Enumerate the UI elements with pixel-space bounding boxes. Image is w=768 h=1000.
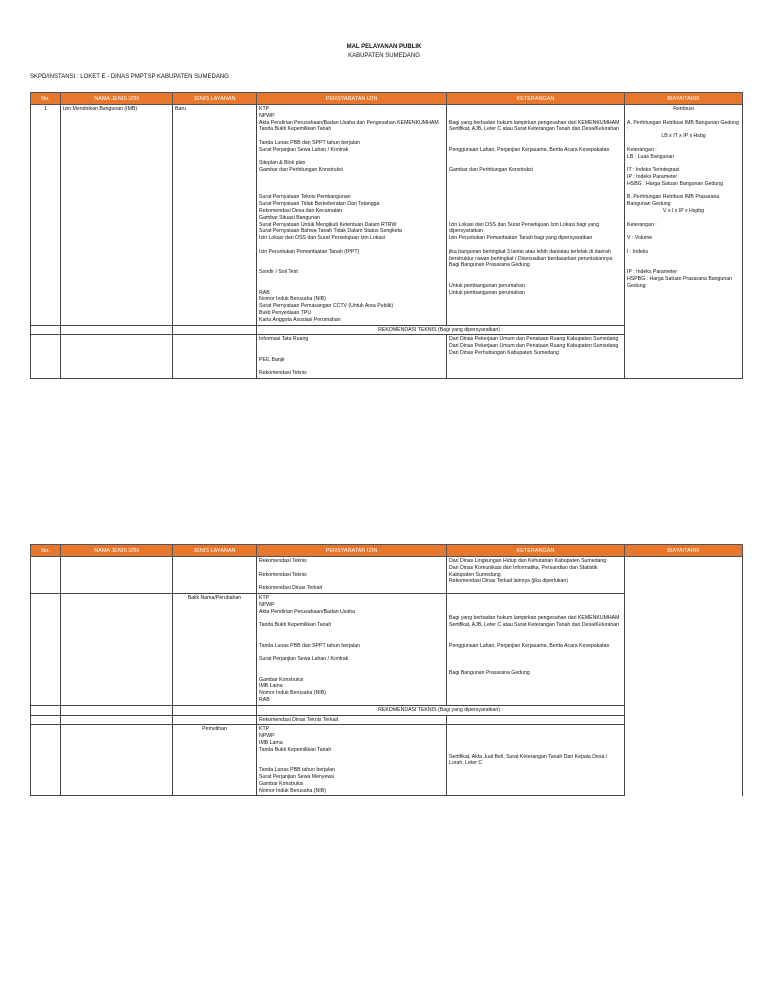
persyaratan-item: Tanda Bukti Kepemilikan Tanah (259, 126, 332, 133)
keterangan-item: Penggunaan Lahan, Perjanjian Kerjasama, Berita Acara Kesepakatan (449, 642, 610, 649)
col-keterangan: KETERANGAN (447, 93, 625, 105)
biaya-item: IP : Indeks Parameter (627, 173, 678, 180)
col-persyaratan-izin: PERSYARATAN IZIN (257, 545, 447, 557)
rekomendasi-keterangan: Dari Dinas Perhubungan Kabupaten Sumedang (449, 349, 559, 356)
persyaratan-item: Bukti Penyediaan TPU (259, 309, 312, 316)
keterangan-item: Bagi yang berbadan hukum lampirkan pengesahan dari KEMENKUMHAM (449, 119, 620, 126)
table-header-row (31, 545, 743, 557)
biaya-item: IT : Indeks Terintegrasi (627, 167, 680, 174)
keterangan-item: Untuk pembangunan perumahan (449, 282, 525, 289)
persyaratan-item: Akta Pendirian Perusahaan/Badan Usaha dan Pengesahan KEMENKUMHAM (259, 119, 439, 126)
rekomendasi-item: Rekomendasi Teknis (259, 370, 307, 377)
table-header-row (31, 93, 743, 105)
persyaratan-cell (257, 105, 447, 326)
biaya-item: LB : Luas Bangunan (627, 153, 675, 160)
col-biaya-tarif: BIAYA/TARIF (625, 93, 743, 105)
persyaratan-item: RAB (259, 289, 270, 296)
biaya-item: V : Volume (627, 235, 653, 242)
keterangan-item: Bagi yang berbadan hukum lampirkan pengesahan dari KEMENKUMHAM (449, 615, 620, 622)
col-no: No. (31, 545, 61, 557)
persyaratan-item: Tanda Lunas PBB dan SPPT tahun berjalan (259, 139, 360, 146)
persyaratan-item: Surat Perjanjian Sewa Menyewa (259, 773, 334, 780)
persyaratan-item: KTP (259, 594, 270, 601)
col-persyaratan-izin: PERSYARATAN IZIN (257, 93, 447, 105)
keterangan-item: Gambar dan Perhitungan Konstruksi (449, 167, 533, 174)
keterangan-item: Rekomendasi Dinas Terkait lainnya (jika diperlukan) (449, 578, 568, 585)
rekomendasi-keterangan: Dari Dinas Pekerjaan Umum dan Penataan Ruang Kabupaten Sumedang (449, 343, 619, 350)
table-imb-baru (30, 92, 743, 379)
persyaratan-item: NPWP (259, 733, 275, 740)
biaya-cell (625, 105, 743, 335)
persyaratan-item: Sondir / Soil Test (259, 269, 298, 276)
rekomendasi-keterangan-cell (447, 335, 625, 379)
persyaratan-item: Tanda Lunas PBB dan SPPT tahun berjalan (259, 642, 360, 649)
row-jenis-layanan: Balik Nama/Perubahan (173, 593, 257, 705)
keterangan-item: Bagi Bangunan Prasarana Gedung (449, 262, 530, 269)
keterangan-item: Sertifikat, AJB, Leter C atau Surat Keterangan Tanah dari Desa/Kelurahan (449, 622, 620, 629)
persyaratan-item: Kartu Anggota Asosiasi Perumahan (259, 316, 341, 323)
page-title: MAL PELAYANAN PUBLIK (346, 44, 422, 50)
row-nama-izin: Izin Mendirikan Bangunan (IMB) (61, 105, 173, 326)
rekomendasi-item: Rekomendasi Dinas Teknis Terkait (259, 716, 339, 723)
persyaratan-item: KTP (259, 726, 270, 733)
biaya-item: Keterangan : (627, 146, 657, 153)
biaya-item: LB x IT x IP x Hsbg (661, 133, 706, 140)
table-row (31, 335, 743, 379)
persyaratan-cell (257, 557, 447, 594)
persyaratan-item: Surat Pernyataan Tidak Berkeberatan Dari Tetangga (259, 201, 380, 208)
persyaratan-item: Izin Peruntukan Pemanfaatan Tanah (IPPT) (259, 248, 360, 255)
keterangan-cell (447, 593, 625, 705)
persyaratan-cell (257, 593, 447, 705)
persyaratan-item: Tanda Bukti Kepemilikan Tanah (259, 622, 332, 629)
page-subtitle: KABUPATEN SUMEDANG (348, 53, 420, 59)
persyaratan-item: Surat Perjanjian Sewa Lahan / Kontrak (259, 146, 349, 153)
row-jenis-layanan: Pemutihan (173, 725, 257, 796)
biaya-item: IP : Indeks Parameter (627, 269, 678, 276)
persyaratan-item: NPWP (259, 112, 275, 119)
persyaratan-item: KTP (259, 106, 270, 112)
skpd-label: SKPD/INSTANSI : LOKET E - DINAS PMPTSP KABUPATEN SUMEDANG (30, 74, 229, 80)
persyaratan-item: IMB Lama (259, 739, 283, 746)
persyaratan-item: Gambar dan Perhitungan Konstruksi (259, 167, 343, 174)
keterangan-item: Dari Dinas Komunikasi dan Informatika, Persandian dan Statistik Kabupaten Sumedang (449, 564, 598, 578)
rekomendasi-cell (257, 715, 447, 725)
col-no: No. (31, 93, 61, 105)
persyaratan-item: Rekomendasi Teknis (259, 558, 307, 564)
rekomendasi-header: REKOMENDASI TEKNIS (Bagi yang dipersyaratkan) : (257, 325, 625, 335)
keterangan-item: Untuk pembangunan perumahan (449, 289, 525, 296)
persyaratan-item: Tanda Bukti Kepemilikan Tanah (259, 746, 332, 753)
persyaratan-item: Nomor Induk Berusaha (NIB) (259, 787, 326, 794)
table-row (31, 105, 743, 326)
row-jenis-layanan: Baru (173, 105, 257, 326)
keterangan-cell (447, 725, 625, 796)
persyaratan-item: Gambar Situasi Bangunan (259, 214, 320, 221)
keterangan-item: Dari Dinas Lingkungan Hidup dan Kehutanan Kabupaten Sumedang (449, 558, 607, 564)
persyaratan-item: Rekomendasi Dinas Terkait (259, 585, 323, 592)
biaya-item: Keterangan : (627, 221, 657, 228)
biaya-item: V x I x IP x Hspbg (662, 207, 705, 214)
rekomendasi-item: Informasi Tata Ruang (259, 336, 309, 343)
rekomendasi-item: PEIL Banjir (259, 356, 285, 363)
col-biaya-tarif: BIAYA/TARIF (625, 545, 743, 557)
keterangan-item: Penggunaan Lahan, Perjanjian Kerjasama, Berita Acara Kesepakatan (449, 146, 610, 153)
biaya-item: Retribusi (673, 106, 694, 112)
col-jenis-layanan: JENIS LAYANAN (173, 545, 257, 557)
persyaratan-item: Surat Pernyataan Bahwa Tanah Tidak Dalam Status Sengketa (259, 228, 402, 235)
persyaratan-item: Nomor Induk Berusaha (NIB) (259, 296, 326, 303)
persyaratan-item: Surat Perjanjian Sewa Lahan / Kontrak (259, 656, 349, 663)
keterangan-item: Sertifikat, AJB, Leter C atau Surat Keterangan Tanah dari Desa/Kelurahan (449, 126, 620, 133)
persyaratan-item: Surat Pernyataan Teknis Pembangunan (259, 194, 351, 201)
persyaratan-item: RAB (259, 696, 270, 703)
persyaratan-item: Surat Pernyataan Untuk Mengikuti Ketentuan Dalam RTRW (259, 221, 397, 228)
rekomendasi-keterangan: Dari Dinas Pekerjaan Umum dan Penataan Ruang Kabupaten Sumedang (449, 336, 619, 343)
persyaratan-item: NPWP (259, 601, 275, 608)
persyaratan-item: Izin Lokasi dari OSS dan Surat Persetujuan Izin Lokasi (259, 235, 386, 242)
persyaratan-cell (257, 725, 447, 796)
rekomendasi-header: REKOMENDASI TEKNIS (Bagi yang dipersyaratkan) : (257, 705, 625, 715)
persyaratan-item: Gambar Konstruksi (259, 780, 304, 787)
keterangan-item: Bagi Bangunan Prasarana Gedung (449, 669, 530, 676)
keterangan-cell (447, 105, 625, 326)
persyaratan-item: Surat Pernyataan Pemasangan CCTV (Untuk Area Publik) (259, 303, 394, 310)
col-nama-jenis-izin: NAMA JENIS IZIN (61, 93, 173, 105)
keterangan-item: Izin Peruntukan Pemanfaatan Tanah bagi yang dipersyaratkan (449, 235, 593, 242)
col-nama-jenis-izin: NAMA JENIS IZIN (61, 545, 173, 557)
persyaratan-item: Rekomendasi Teknis (259, 571, 307, 578)
persyaratan-item: Tanda Lunas PBB tahun berjalan (259, 767, 335, 774)
row-no: 1 (31, 105, 61, 326)
persyaratan-item: Akta Pendirian Perusahaan/Badan Usaha (259, 608, 356, 615)
persyaratan-item: Nomor Induk Berusaha (NIB) (259, 690, 326, 697)
biaya-item: B. Perhitungan Retribusi IMB Prasarana Bangunan Gedung (627, 194, 720, 208)
persyaratan-item: IMB Lama (259, 683, 283, 690)
rekomendasi-cell (257, 335, 447, 379)
keterangan-cell (447, 557, 625, 594)
biaya-item: I : Indeks (627, 248, 649, 255)
table-row (31, 557, 743, 594)
table-imb-lanjutan (30, 544, 743, 796)
col-keterangan: KETERANGAN (447, 545, 625, 557)
biaya-item: HSPBG : Harga Satuan Prasarana Bangunan Gedung (627, 275, 732, 289)
col-jenis-layanan: JENIS LAYANAN (173, 93, 257, 105)
persyaratan-item: Gambar Konstruksi (259, 676, 304, 683)
persyaratan-item: Rekomendasi Desa dan Kecamatan (259, 207, 343, 214)
keterangan-item: Izin Lokasi dari OSS dan Surat Persetujuan Izin Lokasi bagi yang dipersyaratkan (449, 221, 599, 235)
biaya-item: HSBG : Harga Satuan Bangunan Gedung (627, 180, 724, 187)
keterangan-item: Sertifikat, Akta Jual Beli, Surat Keterangan Tanah Dari Kepala Desa / Lurah, Leter C (449, 753, 608, 767)
biaya-item: A. Perhitungan Retribusi IMB Bangunan Gedung : (627, 119, 739, 133)
persyaratan-item: Siteplan & Blok plan (259, 160, 306, 167)
keterangan-item: jika bangunan bertingkat 3 lantai atau lebih dan/atau terletak di daerah berstruktur rawan bertingkat / Disesuaikan berdasarkan peruntukannya (449, 248, 613, 262)
